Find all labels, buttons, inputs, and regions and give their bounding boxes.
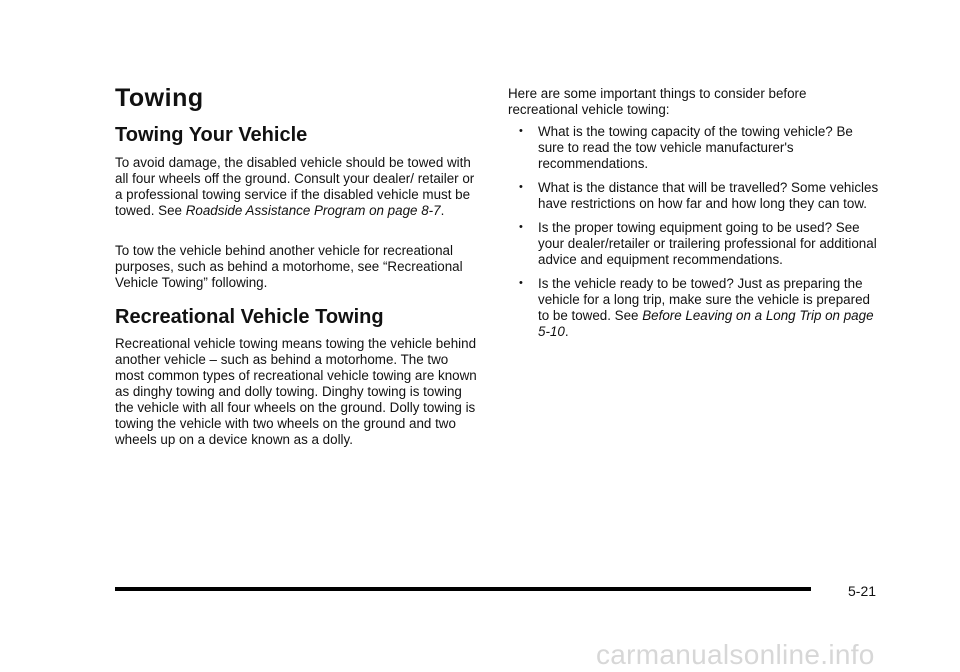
list-item xyxy=(508,124,880,172)
list-item xyxy=(508,220,880,268)
paragraph-text: To avoid damage, the disabled vehicle should be towed with all four wheels off the ground. Consult your dealer/ retailer or a professional towing service if the disabled vehicle must be towed. See xyxy=(115,155,475,218)
list-item xyxy=(508,276,880,340)
list-item-text: Is the vehicle ready to be towed? Just as preparing the vehicle for a long trip, make sure the vehicle is prepared to be towed. See xyxy=(538,276,870,323)
list-item-text: Is the proper towing equipment going to be used? See your dealer/retailer or trailering professional for additional advice and equipment recommendations. xyxy=(538,220,877,267)
bullet-icon: • xyxy=(519,221,523,233)
list-item-text: What is the distance that will be travelled? Some vehicles have restrictions on how far and how long they can tow. xyxy=(538,180,879,211)
bullets-intro: Here are some important things to consider before recreational vehicle towing: xyxy=(508,86,807,117)
page-title: Towing xyxy=(115,84,204,112)
cross-reference-link[interactable]: Roadside Assistance Program on page 8-7 xyxy=(185,203,441,218)
bullet-icon: • xyxy=(519,125,523,137)
section-heading-towing-your-vehicle: Towing Your Vehicle xyxy=(115,124,308,146)
list-item xyxy=(508,180,880,212)
section-heading-recreational-vehicle-towing: Recreational Vehicle Towing xyxy=(115,306,384,328)
list-item-end: . xyxy=(564,324,569,339)
consideration-list xyxy=(508,124,880,348)
list-item-text: What is the towing capacity of the towing vehicle? Be sure to read the tow vehicle manufacturer's recommendations. xyxy=(538,124,853,171)
footer-rule xyxy=(115,587,811,591)
page-number: 5-21 xyxy=(848,583,877,599)
cross-reference-link[interactable]: Before Leaving on a Long Trip on page 5-10 xyxy=(538,308,874,339)
paragraph-recreational-definition: Recreational vehicle towing means towing the vehicle behind another vehicle – such as behind a motorhome. The two most common types of recreational vehicle towing are known as dinghy towing and dolly towing. Dinghy towing is towing the vehicle with all four wheels on the ground. Dolly towing is towing the vehicle with two wheels on the ground and two wheels up on a device known as a dolly. xyxy=(115,336,477,447)
paragraph-recreational-purposes: To tow the vehicle behind another vehicle for recreational purposes, such as behind a motorhome, see “Recreational Vehicle Towing” following. xyxy=(115,243,463,290)
bullet-icon: • xyxy=(519,181,523,193)
bullet-icon: • xyxy=(519,277,523,289)
paragraph-end: . xyxy=(440,203,445,218)
paragraph-avoid-damage xyxy=(115,155,477,219)
watermark: carmanualsonline.info xyxy=(596,639,875,670)
